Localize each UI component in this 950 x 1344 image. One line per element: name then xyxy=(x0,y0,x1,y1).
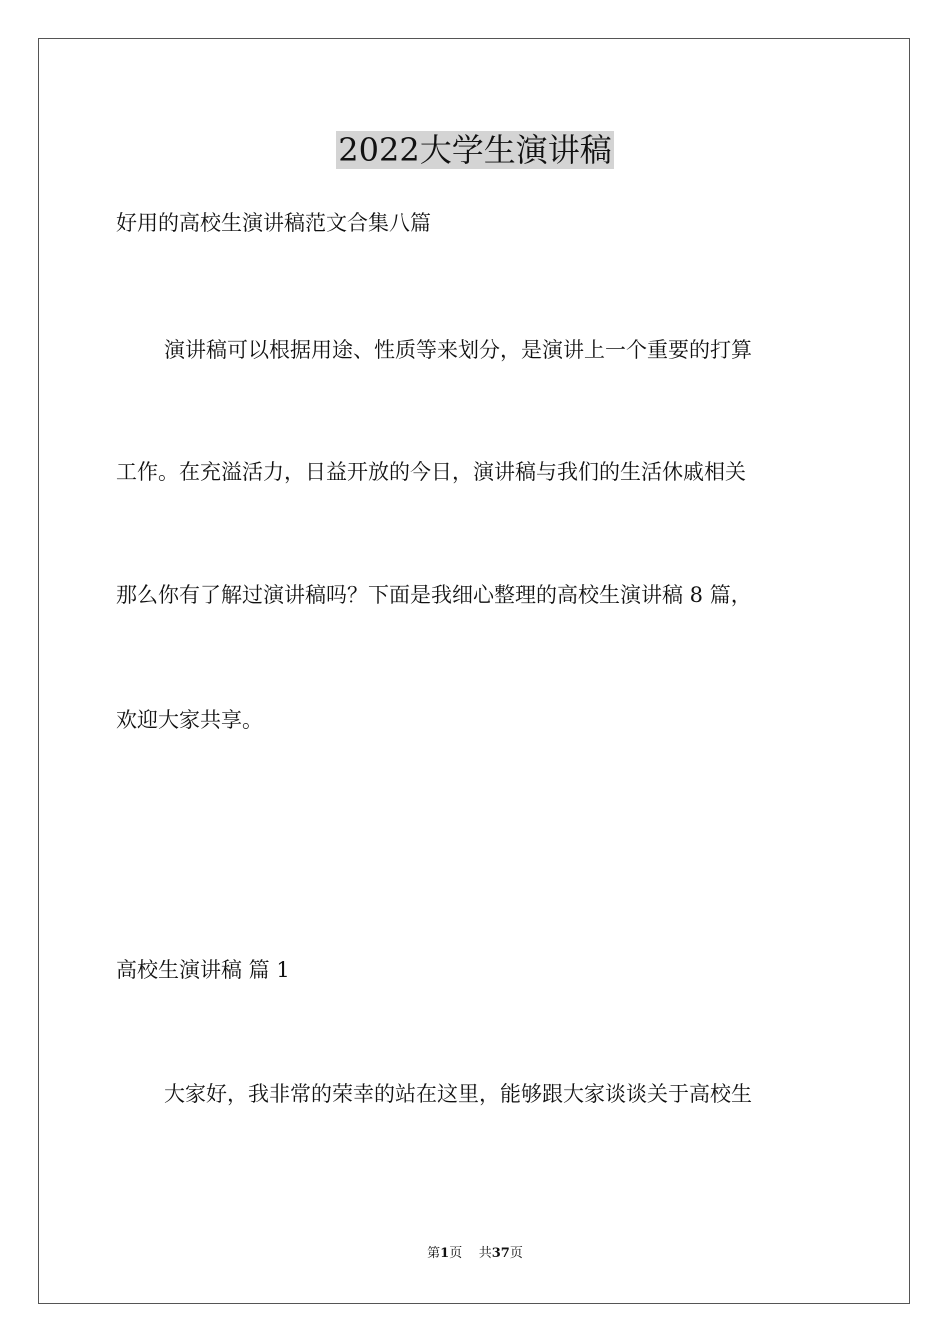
page-footer xyxy=(0,1245,950,1263)
intro-line-1: 演讲稿可以根据用途、性质等来划分，是演讲上一个重要的打算 xyxy=(164,338,752,362)
footer-page-prefix: 第 xyxy=(427,1246,441,1261)
document-subtitle: 好用的高校生演讲稿范文合集八篇 xyxy=(116,211,431,235)
document-title xyxy=(0,128,950,172)
footer-page-number: 1 xyxy=(440,1246,450,1261)
intro-line-3: 那么你有了解过演讲稿吗？下面是我细心整理的高校生演讲稿 8 篇， xyxy=(116,583,752,607)
intro-line-2: 工作。在充溢活力，日益开放的今日，演讲稿与我们的生活休戚相关 xyxy=(116,460,746,484)
section-first-line: 大家好，我非常的荣幸的站在这里，能够跟大家谈谈关于高校生 xyxy=(164,1082,752,1106)
section-heading: 高校生演讲稿 篇 1 xyxy=(116,958,290,982)
intro-line-4: 欢迎大家共享。 xyxy=(116,708,263,732)
document-title-text: 2022大学生演讲稿 xyxy=(338,131,612,169)
footer-page-suffix: 页 xyxy=(449,1246,463,1261)
footer-total-suffix: 页 xyxy=(509,1246,523,1261)
footer-total-pages: 37 xyxy=(491,1246,510,1261)
footer-total-prefix: 共 xyxy=(478,1246,492,1261)
